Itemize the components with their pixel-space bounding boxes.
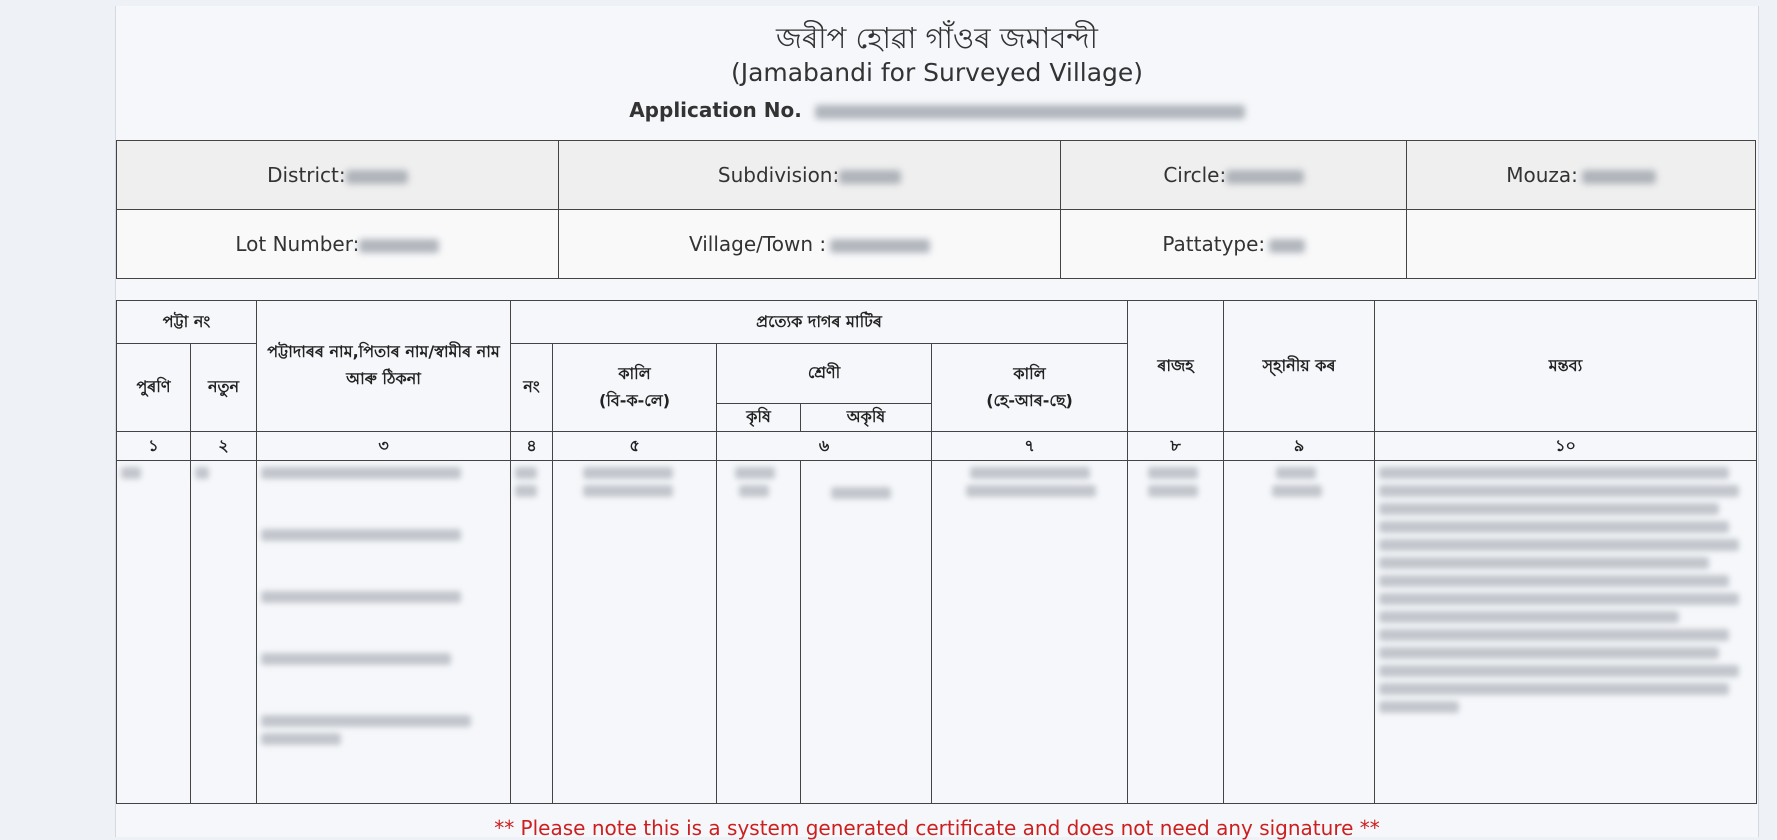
col-number-1: ১ — [117, 432, 191, 461]
header-old: পুৰণি — [117, 344, 191, 432]
cell-agri-redacted — [717, 461, 801, 804]
cell-pattadar-redacted — [257, 461, 511, 804]
cell-area-bkl-redacted — [553, 461, 717, 804]
pattatype-label: Pattatype: — [1162, 232, 1266, 256]
circle-redacted — [1226, 170, 1304, 184]
cell-local-tax-redacted — [1224, 461, 1375, 804]
header-agri: কৃষি — [717, 404, 801, 432]
application-number-redacted — [815, 105, 1245, 119]
village-redacted — [830, 239, 930, 253]
location-info-table — [116, 140, 1756, 279]
subdivision-cell — [558, 141, 1061, 210]
application-number — [116, 98, 1758, 122]
header-new: নতুন — [191, 344, 257, 432]
jamabandi-table — [116, 300, 1757, 804]
pattatype-cell — [1061, 210, 1407, 279]
header-nonagri: অকৃষি — [801, 404, 932, 432]
header-area-har-label: কালি — [1013, 363, 1046, 383]
mouza-cell — [1407, 141, 1756, 210]
header-area-bkl-sub: (বি-ক-লে) — [599, 390, 671, 410]
header-each-dag: প্ৰত্যেক দাগৰ মাটিৰ — [511, 301, 1128, 344]
col-number-3: ৩ — [257, 432, 511, 461]
district-redacted — [346, 170, 408, 184]
col-number-6: ৬ — [717, 432, 932, 461]
subdivision-label: Subdivision: — [717, 163, 840, 187]
district-label: District: — [267, 163, 346, 187]
col-number-10: ১০ — [1375, 432, 1757, 461]
system-generated-note: ** Please note this is a system generated certificate and does not need any signature ** — [494, 816, 1380, 840]
circle-label: Circle: — [1163, 163, 1227, 187]
col-number-8: ৮ — [1128, 432, 1224, 461]
header-patta-no: পট্টা নং — [117, 301, 257, 344]
col-number-2: ২ — [191, 432, 257, 461]
header-area-har-sub: (হে-আৰ-ছে) — [986, 390, 1073, 410]
table-row — [117, 461, 1757, 804]
cell-remarks-redacted — [1375, 461, 1757, 804]
header-class: শ্ৰেণী — [717, 344, 932, 404]
header-area-bkl — [553, 344, 717, 432]
lot-number-redacted — [359, 239, 439, 253]
col-number-4: ৪ — [511, 432, 553, 461]
header-area-bkl-label: কালি — [618, 363, 651, 383]
header-area-har — [932, 344, 1128, 432]
lot-number-label: Lot Number: — [235, 232, 360, 256]
page-title-english: (Jamabandi for Surveyed Village) — [730, 58, 1144, 87]
cell-new-patta-redacted — [191, 461, 257, 804]
header-revenue: ৰাজহ — [1128, 301, 1224, 432]
mouza-label: Mouza: — [1506, 163, 1578, 187]
pattatype-redacted — [1269, 239, 1305, 253]
cell-dag-no-redacted — [511, 461, 553, 804]
header-pattadar: পট্টাদাৰৰ নাম,পিতাৰ নাম/স্বামীৰ নাম আৰু ঠিকনা — [257, 301, 511, 432]
circle-cell — [1061, 141, 1407, 210]
header-local-tax: স্হানীয় কৰ — [1224, 301, 1375, 432]
district-cell — [117, 141, 559, 210]
col-number-9: ৯ — [1224, 432, 1375, 461]
empty-cell — [1407, 210, 1756, 279]
cell-area-har-redacted — [932, 461, 1128, 804]
cell-old-patta-redacted — [117, 461, 191, 804]
subdivision-redacted — [839, 170, 901, 184]
mouza-redacted — [1582, 170, 1656, 184]
cell-revenue-redacted — [1128, 461, 1224, 804]
col-number-5: ৫ — [553, 432, 717, 461]
header-dag-no: নং — [511, 344, 553, 432]
village-label: Village/Town : — [689, 232, 827, 256]
village-cell — [558, 210, 1061, 279]
header-remarks: মন্তব্য — [1375, 301, 1757, 432]
page-title-bengali: জৰীপ হোৱা গাঁওৰ জমাবন্দী — [776, 21, 1098, 55]
cell-nonagri-redacted — [801, 461, 932, 804]
lot-number-cell — [117, 210, 559, 279]
col-number-7: ৭ — [932, 432, 1128, 461]
application-number-label: Application No. — [629, 98, 802, 122]
